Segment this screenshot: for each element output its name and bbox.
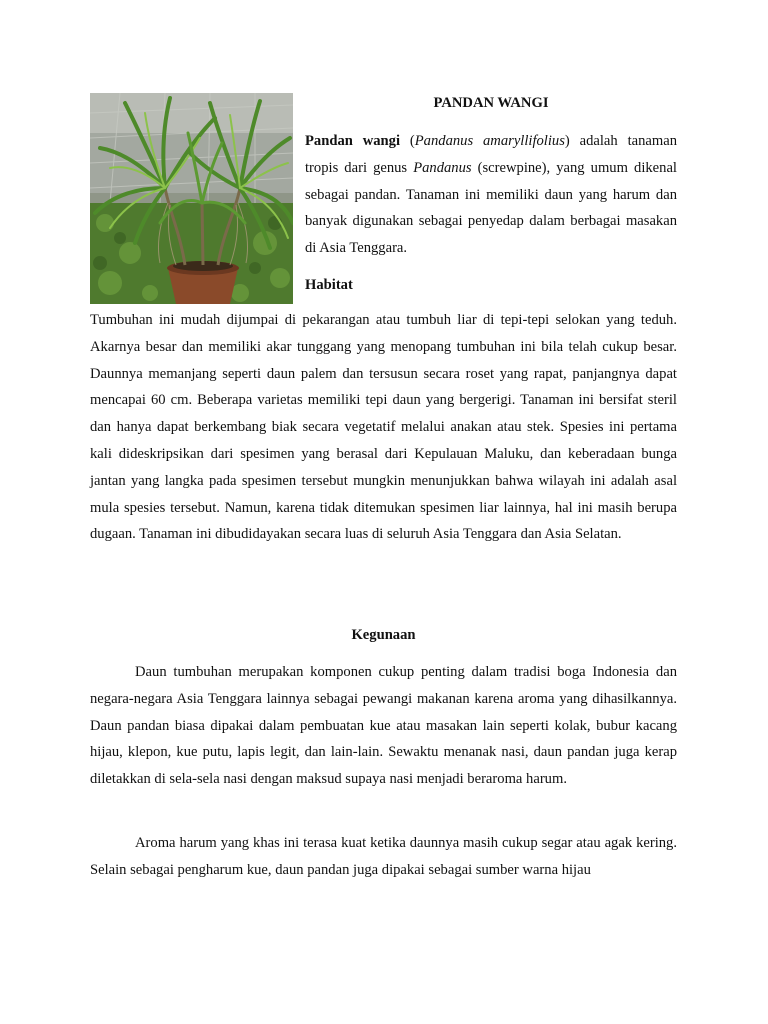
intro-term: Pandan wangi	[305, 133, 401, 149]
kegunaan-paragraph-2: Aroma harum yang khas ini terasa kuat ketika daunnya masih cukup segar atau agak kering. Selain sebagai pengharum kue, daun pandan juga dipakai sebagai sumber warna hijau	[90, 835, 677, 878]
habitat-paragraph: Tumbuhan ini mudah dijumpai di pekarangan atau tumbuh liar di tepi-tepi selokan yang teduh. Akarnya besar dan memiliki akar tunggang yang menopang tumbuhan ini bila telah cukup besar. Daunnya memanjang seperti daun palem dan tersusun secara roset yang rapat, panjangnya dapat mencapai 60 cm. Beberapa varietas memiliki tepi daun yang bergerigi. Tanaman ini bersifat steril dan hanya dapat berkembang biak secara vegetatif melalui anakan atau stek. Spesies ini pertama kali dideskripsikan dari spesimen yang berasal dari Kepulauan Maluku, dan keberadaan bunga jantan yang langka pada spesimen tersebut mungkin menunjukkan bahwa wilayah ini adalah asal mula spesies tersebut. Namun, karena tidak ditemukan spesimen liar lainnya, hal ini masih berupa dugaan. Tanaman ini dibudidayakan secara luas di seluruh Asia Tenggara dan Asia Selatan.	[90, 312, 677, 543]
intro-paragraph	[305, 128, 677, 262]
intro-genus: Pandanus	[413, 159, 472, 176]
intro-text-1: ) adalah tanaman tropis dari genus	[305, 133, 678, 176]
intro-open-paren: (	[400, 133, 415, 149]
kegunaan-heading: Kegunaan	[351, 627, 416, 643]
habitat-heading: Habitat	[305, 276, 353, 293]
page-title: PANDAN WANGI	[433, 95, 549, 111]
intro-text-2: (screwpine), yang umum dikenal sebagai pandan. Tanaman ini memiliki daun yang harum dan banyak digunakan sebagai penyedap dalam berbagai masakan di Asia Tenggara.	[305, 159, 677, 257]
intro-latin-name: Pandanus amaryllifolius	[414, 133, 565, 149]
pandan-plant-image	[90, 93, 293, 304]
pandan-plant-photo	[90, 93, 293, 304]
intro-section	[305, 90, 677, 298]
kegunaan-paragraph-1: Daun tumbuhan merupakan komponen cukup penting dalam tradisi boga Indonesia dan negara-negara Asia Tenggara lainnya sebagai pewangi makanan karena aroma yang dihasilkannya. Daun pandan biasa dipakai dalam pembuatan kue atau masakan lain seperti kolak, bubur kacang hijau, klepon, kue putu, lapis legit, dan lain-lain. Sewaktu menanak nasi, daun pandan juga kerap diletakkan di sela-sela nasi dengan maksud supaya nasi menjadi beraroma harum.	[90, 664, 677, 788]
